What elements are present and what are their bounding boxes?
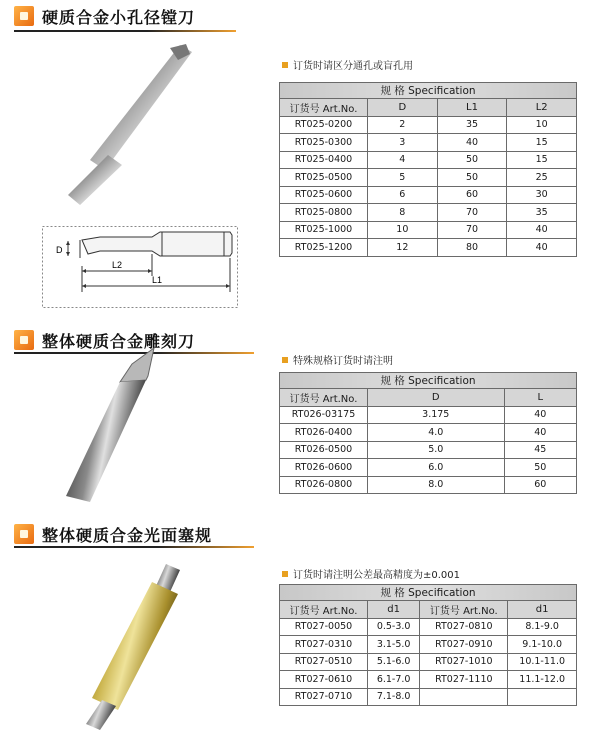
label-l1: L1 (152, 275, 163, 285)
note-bullet-icon (282, 62, 288, 68)
plug-gauge-photo (80, 560, 190, 732)
table-cell: 0.5-3.0 (368, 618, 420, 636)
table-row (280, 406, 577, 424)
table-cell: RT027-0050 (280, 618, 368, 636)
table-cell: RT027-0310 (280, 636, 368, 654)
table-cell (420, 688, 508, 706)
spec-header: 规 格 Specification (280, 585, 577, 601)
col-l: L (504, 389, 576, 407)
table-cell: 60 (437, 186, 507, 204)
table-cell: RT025-1000 (280, 221, 368, 239)
table-cell: RT025-0800 (280, 204, 368, 222)
table-row (280, 204, 577, 222)
table-cell: 50 (437, 151, 507, 169)
table-row (280, 169, 577, 187)
table-row (280, 688, 577, 706)
table-cell: RT025-0500 (280, 169, 368, 187)
table-cell: 15 (507, 151, 577, 169)
table-cell: 6.0 (368, 459, 505, 477)
table-cell: 8 (368, 204, 438, 222)
boring-cutter-photo (60, 40, 200, 210)
table-cell: 40 (507, 221, 577, 239)
spec-header: 规 格 Specification (280, 373, 577, 389)
section-title: 整体硬质合金光面塞规 (42, 525, 213, 545)
table-row (280, 476, 577, 494)
table-cell: 8.1-9.0 (508, 618, 577, 636)
table-row (280, 221, 577, 239)
table-cell: 45 (504, 441, 576, 459)
spec-table-rt026 (279, 372, 577, 494)
table-cell: 70 (437, 221, 507, 239)
section-divider (14, 546, 254, 548)
table-cell: 40 (437, 134, 507, 152)
table-row (280, 618, 577, 636)
table-cell: RT026-0600 (280, 459, 368, 477)
table-cell: 60 (504, 476, 576, 494)
table-row (280, 116, 577, 134)
table-cell (508, 688, 577, 706)
table-cell: 6 (368, 186, 438, 204)
table-cell: 4 (368, 151, 438, 169)
table-cell: 3.1-5.0 (368, 636, 420, 654)
table-cell: 40 (507, 239, 577, 257)
col-l1: L1 (437, 99, 507, 117)
table-cell: 4.0 (368, 424, 505, 442)
table-cell: RT025-1200 (280, 239, 368, 257)
table-cell: RT027-0510 (280, 653, 368, 671)
col-d1-2: d1 (508, 601, 577, 619)
section-divider (14, 30, 236, 32)
section-header-boring-cutter (14, 4, 195, 28)
table-cell: 50 (437, 169, 507, 187)
table-cell: 10.1-11.0 (508, 653, 577, 671)
spec-header: 规 格 Specification (280, 83, 577, 99)
label-l2: L2 (112, 260, 123, 270)
table-cell: 5 (368, 169, 438, 187)
table-row (280, 239, 577, 257)
table-cell: 25 (507, 169, 577, 187)
table-cell: 40 (504, 424, 576, 442)
col-art-no: 订货号 Art.No. (280, 601, 368, 619)
table-cell: 3.175 (368, 406, 505, 424)
table-cell: 7.1-8.0 (368, 688, 420, 706)
table-cell: RT025-0200 (280, 116, 368, 134)
table-cell: 80 (437, 239, 507, 257)
table-cell: RT027-0810 (420, 618, 508, 636)
label-d: D (56, 245, 63, 255)
spec-table-rt027 (279, 584, 577, 706)
table-cell: 35 (437, 116, 507, 134)
col-l2: L2 (507, 99, 577, 117)
table-cell: 40 (504, 406, 576, 424)
table-cell: RT025-0300 (280, 134, 368, 152)
table-cell: 6.1-7.0 (368, 671, 420, 689)
table-cell: 2 (368, 116, 438, 134)
engraving-cutter-photo (58, 342, 168, 507)
table-cell: 10 (507, 116, 577, 134)
col-art-no: 订货号 Art.No. (280, 389, 368, 407)
order-note: 特殊规格订货时请注明 (282, 352, 393, 367)
table-cell: 30 (507, 186, 577, 204)
table-row (280, 441, 577, 459)
col-d1: d1 (368, 601, 420, 619)
table-cell: RT026-0500 (280, 441, 368, 459)
table-cell: 35 (507, 204, 577, 222)
table-cell: RT025-0600 (280, 186, 368, 204)
table-cell: RT025-0400 (280, 151, 368, 169)
table-cell: RT026-0800 (280, 476, 368, 494)
table-cell: 8.0 (368, 476, 505, 494)
table-cell: RT026-0400 (280, 424, 368, 442)
table-cell: 9.1-10.0 (508, 636, 577, 654)
table-cell: 70 (437, 204, 507, 222)
note-bullet-icon (282, 357, 288, 363)
table-row (280, 459, 577, 477)
order-note: 订货时请区分通孔或盲孔用 (282, 57, 413, 72)
section-title: 整体硬质合金雕刻刀 (42, 331, 196, 351)
table-cell: 5.0 (368, 441, 505, 459)
table-row (280, 186, 577, 204)
table-row (280, 134, 577, 152)
section-marker-icon (14, 524, 34, 544)
section-title: 硬质合金小孔径镗刀 (42, 7, 196, 27)
table-cell: RT026-03175 (280, 406, 368, 424)
spec-table-rt025 (279, 82, 577, 257)
table-cell: RT027-1110 (420, 671, 508, 689)
order-note: 订货时请注明公差最高精度为±0.001 (282, 566, 460, 581)
col-art-no-2: 订货号 Art.No. (420, 601, 508, 619)
table-row (280, 636, 577, 654)
table-cell: RT027-0910 (420, 636, 508, 654)
table-cell: 10 (368, 221, 438, 239)
table-row (280, 671, 577, 689)
table-cell: 3 (368, 134, 438, 152)
table-cell: 50 (504, 459, 576, 477)
section-marker-icon (14, 6, 34, 26)
table-cell: RT027-0710 (280, 688, 368, 706)
table-cell: 11.1-12.0 (508, 671, 577, 689)
table-cell: RT027-0610 (280, 671, 368, 689)
note-bullet-icon (282, 571, 288, 577)
table-cell: RT027-1010 (420, 653, 508, 671)
table-cell: 12 (368, 239, 438, 257)
section-marker-icon (14, 330, 34, 350)
section-header-plug-gauge (14, 522, 212, 546)
boring-cutter-diagram (42, 226, 238, 308)
table-cell: 5.1-6.0 (368, 653, 420, 671)
col-d: D (368, 99, 438, 117)
col-d: D (368, 389, 505, 407)
col-art-no: 订货号 Art.No. (280, 99, 368, 117)
table-row (280, 653, 577, 671)
table-cell: 15 (507, 134, 577, 152)
table-row (280, 151, 577, 169)
table-row (280, 424, 577, 442)
